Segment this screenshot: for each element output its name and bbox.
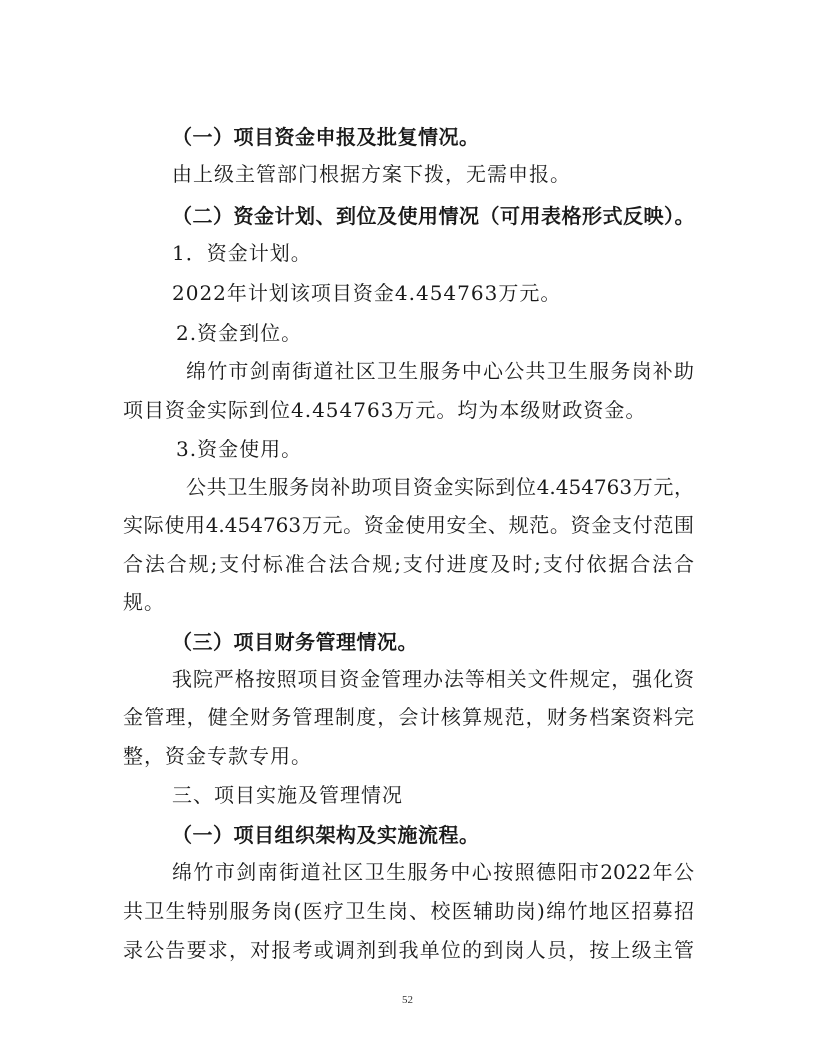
heading-project-funding-application: （一）项目资金申报及批复情况。 bbox=[172, 125, 480, 149]
page-number: 52 bbox=[402, 994, 413, 1006]
section-heading-implementation: 三、项目实施及管理情况 bbox=[172, 783, 403, 807]
paragraph-financial-management-line-2: 金管理，健全财务管理制度，会计核算规范，财务档案资料完 bbox=[123, 705, 694, 729]
paragraph-funds-received-line-2: 项目资金实际到位4.454763万元。均为本级财政资金。 bbox=[123, 398, 647, 422]
paragraph-organization-line-3: 录公告要求，对报考或调剂到我单位的到岗人员，按上级主管 bbox=[123, 938, 694, 962]
paragraph-funds-usage-line-3: 合法合规;支付标准合法合规;支付进度及时;支付依据合法合 bbox=[123, 552, 694, 576]
paragraph-funds-received-line-1: 绵竹市剑南街道社区卫生服务中心公共卫生服务岗补助 bbox=[186, 359, 694, 383]
paragraph-funding-allocation: 由上级主管部门根据方案下拨，无需申报。 bbox=[172, 162, 571, 186]
paragraph-financial-management-line-1: 我院严格按照项目资金管理办法等相关文件规定，强化资 bbox=[172, 667, 694, 691]
paragraph-funds-usage-line-1: 公共卫生服务岗补助项目资金实际到位4.454763万元， bbox=[186, 475, 694, 499]
subheading-funding-plan: 1．资金计划。 bbox=[172, 241, 312, 265]
heading-funding-plan-usage: （二）资金计划、到位及使用情况（可用表格形式反映）。 bbox=[172, 204, 695, 228]
subheading-funds-received: 2.资金到位。 bbox=[176, 321, 303, 345]
paragraph-plan-amount: 2022年计划该项目资金4.454763万元。 bbox=[172, 281, 562, 305]
paragraph-funds-usage-line-4: 规。 bbox=[123, 590, 165, 614]
paragraph-organization-line-1: 绵竹市剑南街道社区卫生服务中心按照德阳市2022年公 bbox=[172, 860, 694, 884]
paragraph-organization-line-2: 共卫生特别服务岗(医疗卫生岗、校医辅助岗)绵竹地区招募招 bbox=[123, 899, 694, 923]
subheading-funds-usage: 3.资金使用。 bbox=[176, 437, 303, 461]
paragraph-funds-usage-line-2: 实际使用4.454763万元。资金使用安全、规范。资金支付范围 bbox=[123, 513, 694, 537]
paragraph-financial-management-line-3: 整，资金专款专用。 bbox=[123, 744, 312, 768]
heading-organization-process: （一）项目组织架构及实施流程。 bbox=[172, 823, 480, 847]
heading-financial-management: （三）项目财务管理情况。 bbox=[172, 630, 418, 654]
